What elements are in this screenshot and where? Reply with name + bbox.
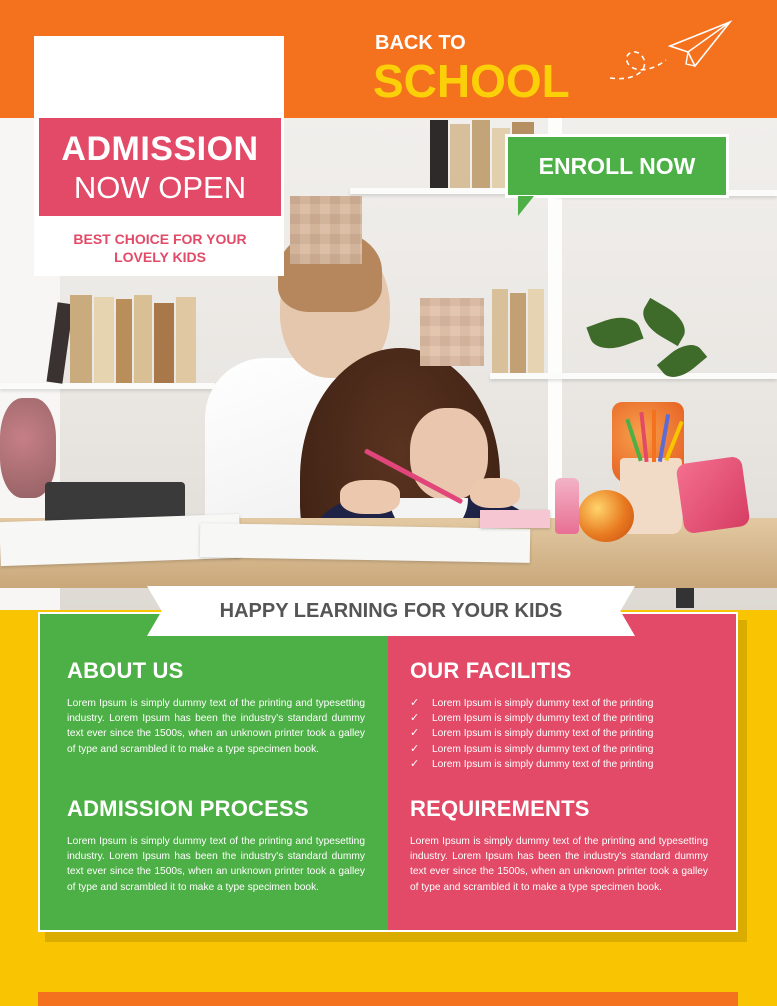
leaf (636, 298, 692, 346)
bottle (555, 478, 579, 534)
shelf (0, 383, 215, 389)
check-icon: ✓ (410, 757, 420, 770)
check-icon: ✓ (410, 712, 420, 725)
facilities-list (410, 696, 710, 772)
bottom-bar (38, 992, 738, 1006)
admission-tagline (38, 230, 282, 266)
facilities-title: OUR FACILITIS (410, 658, 572, 683)
check-icon: ✓ (410, 742, 420, 755)
desk-leg (676, 588, 694, 608)
ribbon-text: HAPPY LEARNING FOR YOUR KIDS (219, 600, 563, 622)
shelf (490, 373, 777, 379)
pencil-case (675, 456, 750, 535)
tagline-line: LOVELY KIDS (114, 249, 206, 265)
hand (340, 480, 400, 514)
list-item-text: Lorem Ipsum is simply dummy text of the printing (432, 728, 654, 740)
tagline-line: BEST CHOICE FOR YOUR (73, 231, 247, 247)
admission-title: ADMISSION (61, 130, 259, 168)
notebook-pink (480, 510, 550, 528)
admission-banner (39, 118, 281, 216)
leaf (586, 310, 643, 355)
admission-process-title: ADMISSION PROCESS (67, 796, 309, 821)
colored-pencils (628, 408, 678, 460)
admission-subtitle: NOW OPEN (73, 170, 247, 205)
list-item-text: Lorem Ipsum is simply dummy text of the printing (432, 713, 654, 725)
requirements-title: REQUIREMENTS (410, 796, 590, 821)
hand (470, 478, 520, 508)
school-title: SCHOOL (373, 55, 570, 107)
requirements-body: Lorem Ipsum is simply dummy text of the printing and typesetting industry. Lorem Ipsum has been the industry's standard dummy text ever since the 1500s, when an unknown printer took a galley of type and scrambled it to make a type specimen book. (410, 836, 708, 893)
about-title: ABOUT US (67, 658, 184, 683)
books-left (52, 293, 202, 383)
enroll-now-button[interactable]: ENROLL NOW (505, 134, 729, 198)
list-item (410, 696, 710, 711)
list-item (410, 711, 710, 726)
right-panel (388, 612, 738, 932)
check-icon: ✓ (410, 697, 420, 709)
list-item-text: Lorem Ipsum is simply dummy text of the printing (432, 758, 654, 770)
enroll-button-tail (518, 196, 534, 216)
list-item (410, 726, 710, 741)
back-to-label: BACK TO (375, 32, 466, 54)
admission-process-body: Lorem Ipsum is simply dummy text of the printing and typesetting industry. Lorem Ipsum has been the industry's standard dummy text ever since the 1500s, when an unknown printer took a galley of type and scrambled it to make a type specimen book. (67, 836, 365, 893)
teacher-face-blur (290, 196, 362, 264)
left-panel (38, 612, 388, 932)
about-body: Lorem Ipsum is simply dummy text of the printing and typesetting industry. Lorem Ipsum has been the industry's standard dummy text ever since the 1500s, when an unknown printer took a galley of type and scrambled it to make a type specimen book. (67, 698, 365, 755)
girl-face-blur (420, 298, 484, 366)
list-item-text: Lorem Ipsum is simply dummy text of the printing (432, 743, 654, 755)
apple (578, 490, 634, 542)
list-item (410, 757, 710, 772)
list-item-text: Lorem Ipsum is simply dummy text of the printing (432, 698, 654, 709)
books-right (492, 288, 548, 373)
paper-plane-icon (600, 16, 740, 86)
check-icon: ✓ (410, 727, 420, 740)
list-item (410, 742, 710, 757)
notebook (200, 523, 531, 563)
